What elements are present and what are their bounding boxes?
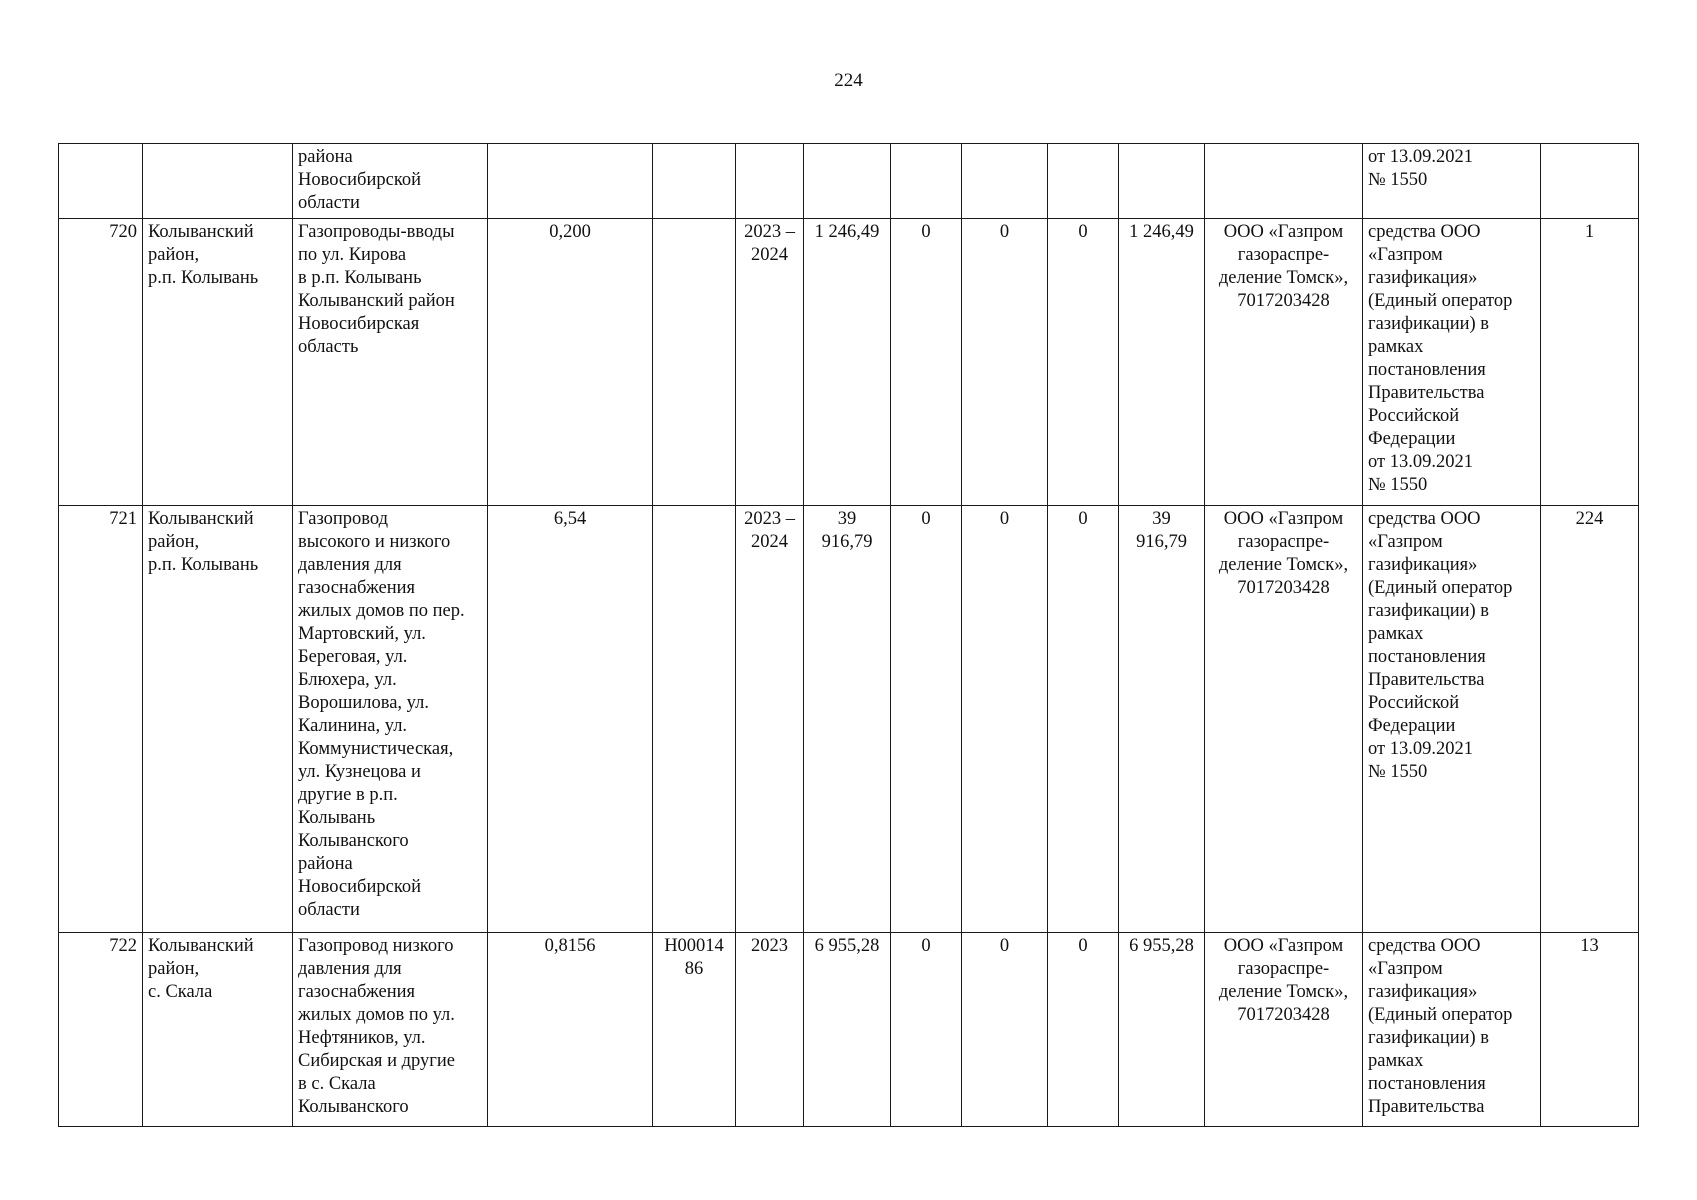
- gas-pipeline-table: [58, 143, 1639, 1127]
- total-cost-cell: [804, 144, 891, 219]
- years-cell: 2023: [736, 933, 804, 1127]
- object-name-cell: Газопровод высокого и низкого давления для газоснабжения жилых домов по пер. Мартовский, ул. Береговая, ул. Блюхера, ул. Ворошилова, ул. Калинина, ул. Коммунистическая, ул. Кузнецова и другие в р.п. Колывань Колыванского района Новосибирской области: [293, 506, 488, 933]
- row-number-cell: [59, 144, 143, 219]
- funding-1-cell: 0: [891, 219, 962, 506]
- organization-cell: ООО «Газпром газораспре- деление Томск», 7017203428: [1205, 933, 1363, 1127]
- district-cell: Колыванский район, р.п. Колывань: [143, 219, 293, 506]
- total-cost-cell: 39 916,79: [804, 506, 891, 933]
- funding-1-cell: 0: [891, 506, 962, 933]
- district-cell: Колыванский район, р.п. Колывань: [143, 506, 293, 933]
- object-name-cell: района Новосибирской области: [293, 144, 488, 219]
- funding-2-cell: 0: [962, 506, 1048, 933]
- table-row: [59, 933, 1639, 1127]
- table-row: [59, 506, 1639, 933]
- code-cell: [653, 506, 736, 933]
- length-cell: 0,200: [488, 219, 653, 506]
- row-number-cell: 721: [59, 506, 143, 933]
- code-cell: Н00014 86: [653, 933, 736, 1127]
- length-cell: [488, 144, 653, 219]
- organization-cell: ООО «Газпром газораспре- деление Томск», 7017203428: [1205, 506, 1363, 933]
- own-funds-cell: 1 246,49: [1119, 219, 1205, 506]
- count-cell: [1541, 144, 1639, 219]
- funding-source-cell: средства ООО «Газпром газификация» (Единый оператор газификации) в рамках постановления Правительства: [1363, 933, 1541, 1127]
- funding-source-cell: средства ООО «Газпром газификация» (Единый оператор газификации) в рамках постановления Правительства Российской Федерации от 13.09.2021 № 1550: [1363, 219, 1541, 506]
- funding-2-cell: 0: [962, 219, 1048, 506]
- total-cost-cell: 6 955,28: [804, 933, 891, 1127]
- length-cell: 6,54: [488, 506, 653, 933]
- funding-2-cell: 0: [962, 933, 1048, 1127]
- funding-2-cell: [962, 144, 1048, 219]
- count-cell: 13: [1541, 933, 1639, 1127]
- own-funds-cell: [1119, 144, 1205, 219]
- funding-1-cell: [891, 144, 962, 219]
- years-cell: 2023 – 2024: [736, 219, 804, 506]
- count-cell: 224: [1541, 506, 1639, 933]
- count-cell: 1: [1541, 219, 1639, 506]
- own-funds-cell: 6 955,28: [1119, 933, 1205, 1127]
- object-name-cell: Газопроводы-вводы по ул. Кирова в р.п. Колывань Колыванский район Новосибирская область: [293, 219, 488, 506]
- funding-3-cell: [1048, 144, 1119, 219]
- funding-3-cell: 0: [1048, 506, 1119, 933]
- code-cell: [653, 219, 736, 506]
- funding-1-cell: 0: [891, 933, 962, 1127]
- length-cell: 0,8156: [488, 933, 653, 1127]
- funding-3-cell: 0: [1048, 219, 1119, 506]
- organization-cell: [1205, 144, 1363, 219]
- table-row: [59, 219, 1639, 506]
- years-cell: [736, 144, 804, 219]
- page-number: 224: [834, 70, 863, 91]
- row-number-cell: 722: [59, 933, 143, 1127]
- district-cell: Колыванский район, с. Скала: [143, 933, 293, 1127]
- code-cell: [653, 144, 736, 219]
- total-cost-cell: 1 246,49: [804, 219, 891, 506]
- years-cell: 2023 – 2024: [736, 506, 804, 933]
- organization-cell: ООО «Газпром газораспре- деление Томск», 7017203428: [1205, 219, 1363, 506]
- district-cell: [143, 144, 293, 219]
- table-row: [59, 144, 1639, 219]
- funding-source-cell: средства ООО «Газпром газификация» (Единый оператор газификации) в рамках постановления Правительства Российской Федерации от 13.09.2021 № 1550: [1363, 506, 1541, 933]
- funding-source-cell: от 13.09.2021 № 1550: [1363, 144, 1541, 219]
- funding-3-cell: 0: [1048, 933, 1119, 1127]
- row-number-cell: 720: [59, 219, 143, 506]
- object-name-cell: Газопровод низкого давления для газоснабжения жилых домов по ул. Нефтяников, ул. Сибирская и другие в с. Скала Колыванского: [293, 933, 488, 1127]
- own-funds-cell: 39 916,79: [1119, 506, 1205, 933]
